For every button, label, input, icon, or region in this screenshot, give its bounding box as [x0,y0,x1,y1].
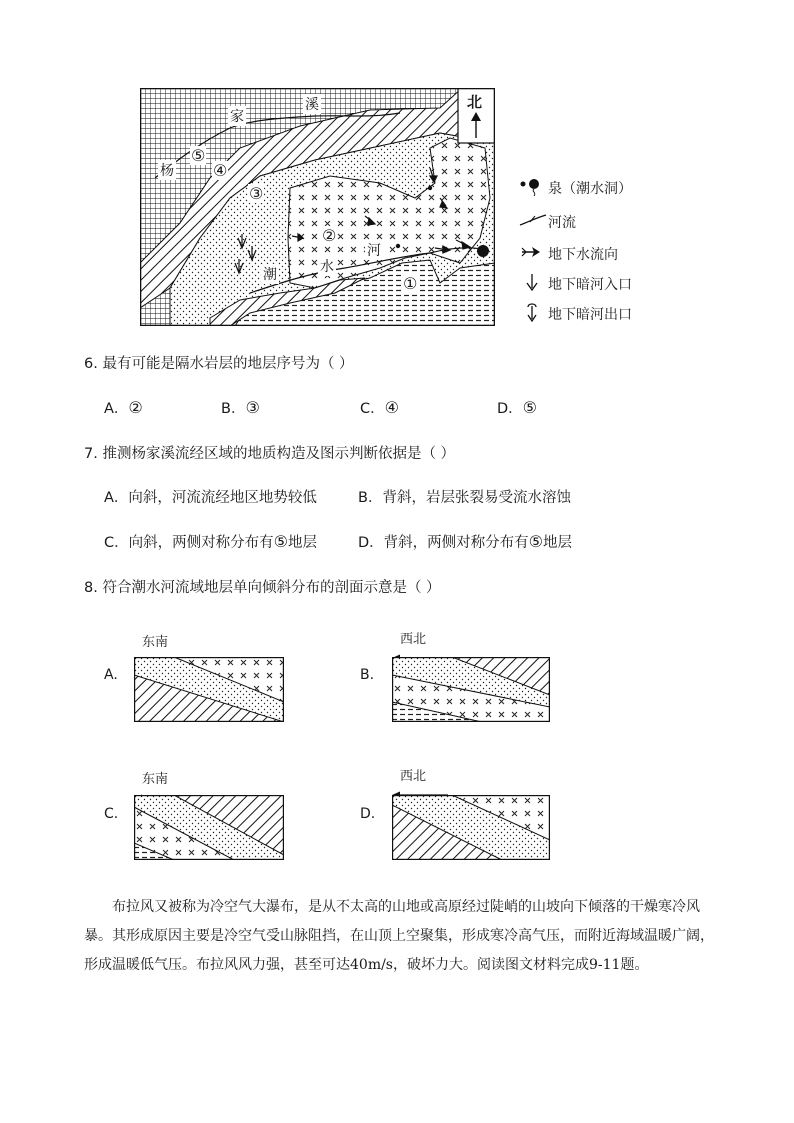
geology-map-drawing [140,88,495,326]
layer-label-5: ⑤ [191,146,206,165]
spring-icon [518,176,548,200]
q7-option-c-num: ⑤ [273,532,288,551]
legend-outlet [518,302,632,326]
legend-groundwater-label: 地下水流向 [548,247,618,263]
map-label-he: 河 [365,240,383,260]
section-diagram-a [134,657,284,722]
layer-label-3: ③ [249,184,264,203]
direction-label-b: 西北 [400,632,427,647]
q7-option-c-text: C．向斜，两侧对称分布有 [104,535,274,551]
q8-option-c-letter[interactable]: C. [104,806,119,822]
question-6-stem: 6. 最有可能是隔水岩层的地层序号为（ ） [84,356,354,372]
q6-option-a-num: ② [128,398,143,417]
q7-option-d-suffix: 地层 [543,535,573,551]
q6-option-c-letter: C． [360,401,385,417]
legend-outlet-label: 地下暗河出口 [548,307,632,323]
q6-option-b-letter: B． [221,401,246,417]
direction-label-c: 东南 [142,772,169,787]
section-diagram-d [392,795,550,860]
layer-label-2: ② [322,226,337,245]
reading-passage [84,893,724,980]
geology-map [140,88,495,326]
outlet-icon [518,302,548,326]
q8-option-a-letter[interactable]: A. [104,667,118,683]
legend-inlet [518,272,632,296]
legend-inlet-label: 地下暗河入口 [548,277,632,293]
q6-option-c[interactable] [360,397,399,418]
legend-river-label: 河流 [548,215,576,231]
passage-text: 布拉风又被称为冷空气大瀑布，是从不太高的山地或高原经过陡峭的山坡向下倾落的干燥寒冷风暴。其形成原因主要是冷空气受山脉阻挡，在山顶上空聚集，形成寒冷高气压，而附近海域温暖广阔，形成温暖低气压。布拉风风力强，甚至可达40m/s，破坏力大。阅读图文材料完成9-11题。 [84,899,714,973]
q6-option-d[interactable] [497,397,537,418]
legend-spring [518,176,632,200]
layer-label-4: ④ [213,161,228,180]
section-diagram-b [392,657,550,722]
map-label-shui: 水 [318,256,336,276]
direction-label-a: 东南 [142,635,169,650]
inlet-icon [518,272,548,296]
section-diagram-c [134,795,284,860]
map-label-xi: 溪 [303,94,321,114]
q7-option-c[interactable] [104,531,317,552]
map-label-chao: 潮 [261,264,279,284]
q6-option-d-num: ⑤ [522,398,538,417]
question-7-stem: 7. 推测杨家溪流经区域的地质构造及图示判断依据是（ ） [84,446,456,462]
direction-label-d: 西北 [400,769,427,784]
layer-label-1: ① [403,274,418,293]
legend-groundwater [518,242,618,266]
river-icon [518,210,548,234]
map-label-yang: 杨 [158,160,176,180]
q7-option-a[interactable]: A．向斜，河流流经地区地势较低 [104,490,317,506]
q7-option-d[interactable] [358,531,572,552]
q6-option-a[interactable] [104,397,143,418]
q8-diagram-b[interactable] [392,657,550,726]
q7-option-d-text: D．背斜，两侧对称分布有 [358,535,529,551]
q8-option-d-letter[interactable]: D. [360,806,376,822]
legend-river [518,210,576,234]
q7-option-c-suffix: 地层 [287,535,317,551]
groundwater-arrow-icon [518,242,548,266]
north-label: 北 [467,93,483,111]
q6-option-d-letter: D． [497,401,523,417]
q6-option-b-num: ③ [245,398,260,417]
q6-option-a-letter: A． [104,401,129,417]
q8-diagram-d[interactable] [392,795,550,864]
q8-diagram-c[interactable] [134,795,284,864]
question-8-stem: 8. 符合潮水河流域地层单向倾斜分布的剖面示意是（ ） [84,580,441,596]
q6-option-b[interactable] [221,397,260,418]
q8-diagram-a[interactable] [134,657,284,726]
legend-spring-label: 泉（潮水洞） [548,181,632,197]
q7-option-d-num: ⑤ [528,532,544,551]
map-label-jia: 家 [228,106,246,126]
q6-option-c-num: ④ [384,398,399,417]
q8-option-b-letter[interactable]: B. [360,667,375,683]
q7-option-b[interactable]: B．背斜，岩层张裂易受流水溶蚀 [358,490,571,506]
